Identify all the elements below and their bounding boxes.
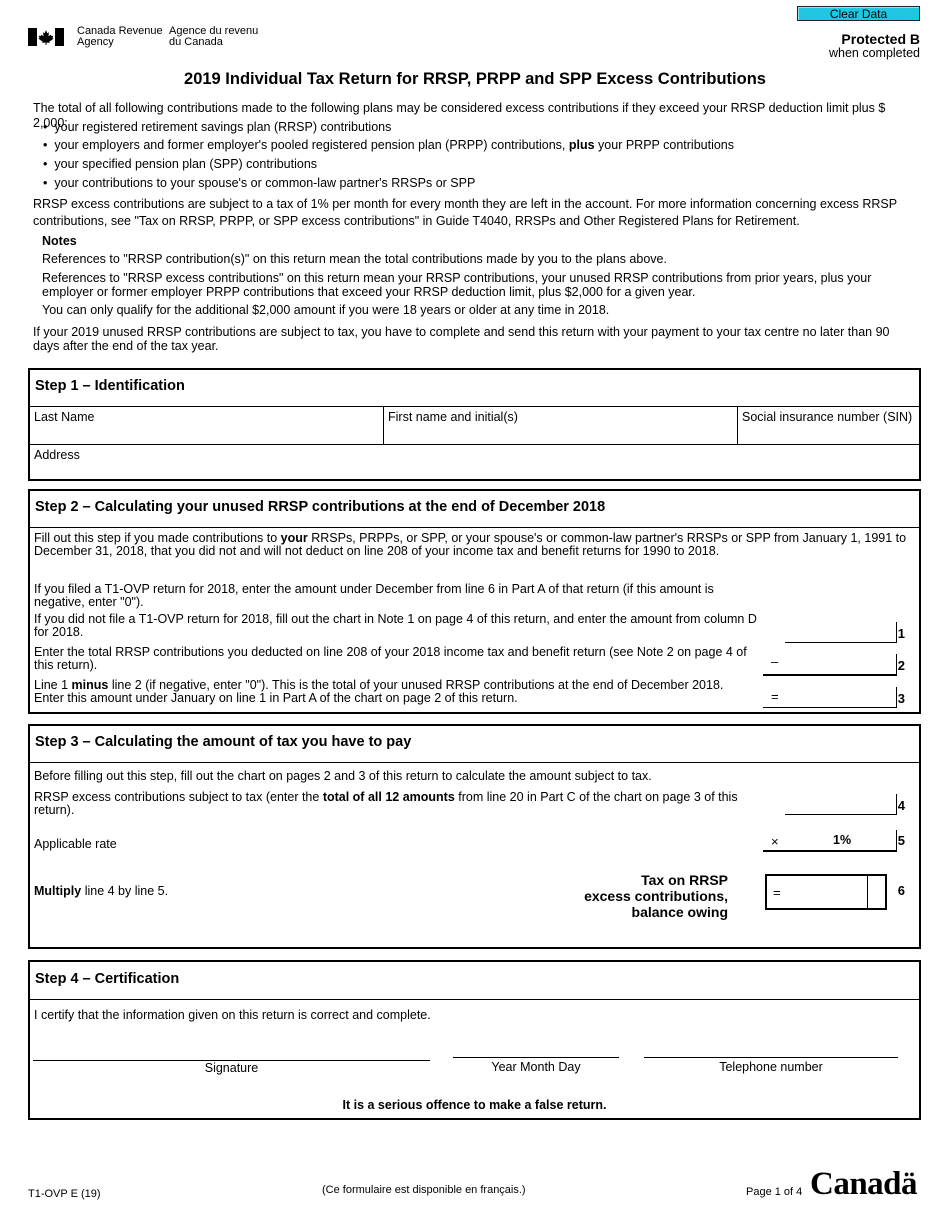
signature-label: Signature xyxy=(204,1061,259,1075)
first-name-field[interactable] xyxy=(384,407,738,445)
line6-equals-operator: = xyxy=(773,885,781,900)
bullet-prpp-text-b: your PRPP contributions xyxy=(598,138,734,152)
tax-label-line1: Tax on RRSP xyxy=(641,872,728,888)
offence-warning xyxy=(30,1098,919,1112)
note-contributions: References to "RRSP contribution(s)" on this return mean the total contributions made by you to the plans above. xyxy=(42,252,667,266)
step2-intro-a: Fill out this step if you made contributions to xyxy=(34,531,278,545)
line6-number: 6 xyxy=(897,883,905,898)
tax-label-line2: excess contributions, xyxy=(584,888,728,904)
line1-amount-field[interactable] xyxy=(785,622,897,643)
date-line[interactable] xyxy=(453,1057,619,1058)
agency-name-french xyxy=(169,26,258,48)
line1-number: 1 xyxy=(897,626,905,641)
bullet-spp-text: your specified pension plan (SPP) contributions xyxy=(54,157,318,171)
french-availability: (Ce formulaire est disponible en français.) xyxy=(322,1184,526,1196)
bullet-spp xyxy=(43,157,317,172)
step2-intro-b: RRSPs, PRPPs, or SPP, or your spouse's or common-law partner's RRSPs or SPP from January 1, 1991 to December 31, 2018, that you did not and will not deduct on line 208 of your income tax and benefit returns for 1990 to 2018. xyxy=(34,531,907,558)
line1-text-a: If you filed a T1-OVP return for 2018, enter the amount under December from line 6 in Part A of that return (if this amount is negative, enter "0"). xyxy=(34,582,714,609)
canada-flag-icon xyxy=(28,28,64,46)
line3-text-b: Enter this amount under January on line 1 in Part A of the chart on page 2 of this return. xyxy=(34,691,518,705)
protected-title: Protected B xyxy=(841,31,920,47)
line5-rate-field xyxy=(763,830,897,852)
agency-fr-line1: Agence du revenu xyxy=(169,25,259,37)
line4-text xyxy=(34,791,754,817)
notes-title: Notes xyxy=(42,234,77,248)
offence-text: It is a serious offence to make a false return xyxy=(342,1098,604,1112)
line2-number: 2 xyxy=(897,658,905,673)
line4-amount-field[interactable] xyxy=(785,794,897,815)
offence-dot: . xyxy=(603,1098,607,1112)
closing-paragraph: If your 2019 unused RRSP contributions are subject to tax, you have to complete and send this return with your payment to your tax centre no later than 90 days after the end of the tax year. xyxy=(33,325,890,353)
agency-name-english xyxy=(77,26,163,48)
address-label: Address xyxy=(34,448,80,462)
bullet-prpp xyxy=(43,138,734,153)
protected-b-label xyxy=(829,32,920,60)
last-name-label: Last Name xyxy=(34,410,95,424)
line2-minus-operator: – xyxy=(771,654,779,669)
line4-number: 4 xyxy=(897,798,905,813)
line2-amount-field[interactable] xyxy=(763,654,897,676)
address-field[interactable] xyxy=(30,445,919,479)
line4-text-a: RRSP excess contributions subject to tax (enter the xyxy=(34,790,320,804)
line4-text-b: from line 20 in Part C of the chart on page 3 of this return). xyxy=(34,790,738,817)
bullet-spouse xyxy=(43,176,475,191)
sin-field[interactable] xyxy=(738,407,919,445)
tax-balance-label xyxy=(520,872,728,920)
bullet-rrsp xyxy=(43,120,391,135)
bullet-spouse-text: your contributions to your spouse's or common-law partner's RRSPs or SPP xyxy=(54,176,476,190)
step2-intro xyxy=(34,532,909,558)
step3-intro: Before filling out this step, fill out the chart on pages 2 and 3 of this return to calculate the amount subject to tax. xyxy=(34,769,652,783)
last-name-field[interactable] xyxy=(30,407,384,445)
line3-equals-operator: = xyxy=(771,689,779,704)
bullet-prpp-bold: plus xyxy=(568,138,595,152)
date-label: Year Month Day xyxy=(491,1060,581,1074)
step2-section xyxy=(28,489,921,714)
bullet-rrsp-text: your registered retirement savings plan (RRSP) contributions xyxy=(54,120,392,134)
step3-title: Step 3 – Calculating the amount of tax you have to pay xyxy=(30,726,919,763)
step2-intro-bold: your xyxy=(280,531,308,545)
line1-text-b: If you did not file a T1-OVP return for 2018, fill out the chart in Note 1 on page 4 of this return, and enter the amount from column D for 2018. xyxy=(34,612,757,639)
line5-times-operator: × xyxy=(771,834,779,849)
line3-text-a2: line 2 (if negative, enter "0"). This is the total of your unused RRSP contributions at the end of December 2018. xyxy=(111,678,724,692)
line5-number: 5 xyxy=(897,833,905,848)
protected-subtitle: when completed xyxy=(828,46,920,60)
form-title: 2019 Individual Tax Return for RRSP, PRPP and SPP Excess Contributions xyxy=(184,70,766,88)
line3-bold: minus xyxy=(71,678,109,692)
first-name-label: First name and initial(s) xyxy=(388,410,518,424)
canada-wordmark: Canadä xyxy=(810,1166,918,1202)
note-excess: References to "RRSP excess contributions" on this return mean your RRSP contributions, your unused RRSP contributions from prior years, plus your employer or former employer PRPP contributions that exceed your RRSP deduction limit, plus $2,000 for a given year. xyxy=(42,271,872,299)
line3-text-a1: Line 1 xyxy=(34,678,69,692)
page-number: Page 1 of 4 xyxy=(746,1186,803,1198)
certify-statement: I certify that the information given on this return is correct and complete. xyxy=(34,1008,431,1022)
line2-text: Enter the total RRSP contributions you deducted on line 208 of your 2018 income tax and benefit return (see Note 2 on page 4 of this return). xyxy=(34,645,747,672)
step1-section xyxy=(28,368,921,481)
step3-section xyxy=(28,724,921,949)
tax-label-line3: balance owing xyxy=(631,904,728,920)
bullet-prpp-text-a: your employers and former employer's pooled registered pension plan (PRPP) contributions, xyxy=(54,138,566,152)
agency-fr-line2: du Canada xyxy=(169,36,223,48)
telephone-label: Telephone number xyxy=(719,1060,823,1074)
tax-paragraph: RRSP excess contributions are subject to a tax of 1% per month for every month they are left in the account. For more information concerning excess RRSP contributions, see "Tax on RRSP, PRPP, or SPP excess contributions" in Guide T4040, RRSPs and Other Registered Plans for Retirement. xyxy=(33,197,897,228)
line6-bold: Multiply xyxy=(34,884,82,898)
agency-en-line1: Canada Revenue xyxy=(77,25,163,37)
line3-number: 3 xyxy=(897,691,905,706)
line5-text: Applicable rate xyxy=(34,837,117,851)
line6-text-b: line 4 by line 5. xyxy=(84,884,169,898)
line5-rate-value: 1% xyxy=(833,833,852,847)
agency-en-line2: Agency xyxy=(77,36,114,48)
sin-label: Social insurance number (SIN) xyxy=(742,410,913,424)
note-age: You can only qualify for the additional $2,000 amount if you were 18 years or older at any time in 2018. xyxy=(42,303,610,317)
step4-title: Step 4 – Certification xyxy=(30,962,919,1000)
step2-title: Step 2 – Calculating your unused RRSP contributions at the end of December 2018 xyxy=(30,491,919,528)
step4-section xyxy=(28,960,921,1120)
intro-lead: The total of all following contributions made to the following plans may be considered excess contributions if they exceed your RRSP deduction limit plus $ 2,000: xyxy=(33,101,886,130)
telephone-line[interactable] xyxy=(644,1057,898,1058)
line3-amount-field[interactable] xyxy=(763,687,897,708)
clear-data-button[interactable]: Clear Data xyxy=(797,6,920,21)
form-identifier: T1-OVP E (19) xyxy=(28,1188,101,1200)
step1-title: Step 1 – Identification xyxy=(30,370,919,407)
line4-bold: total of all 12 amounts xyxy=(322,790,455,804)
line6-balance-owing-field[interactable] xyxy=(765,874,887,910)
line6-text xyxy=(34,885,168,898)
